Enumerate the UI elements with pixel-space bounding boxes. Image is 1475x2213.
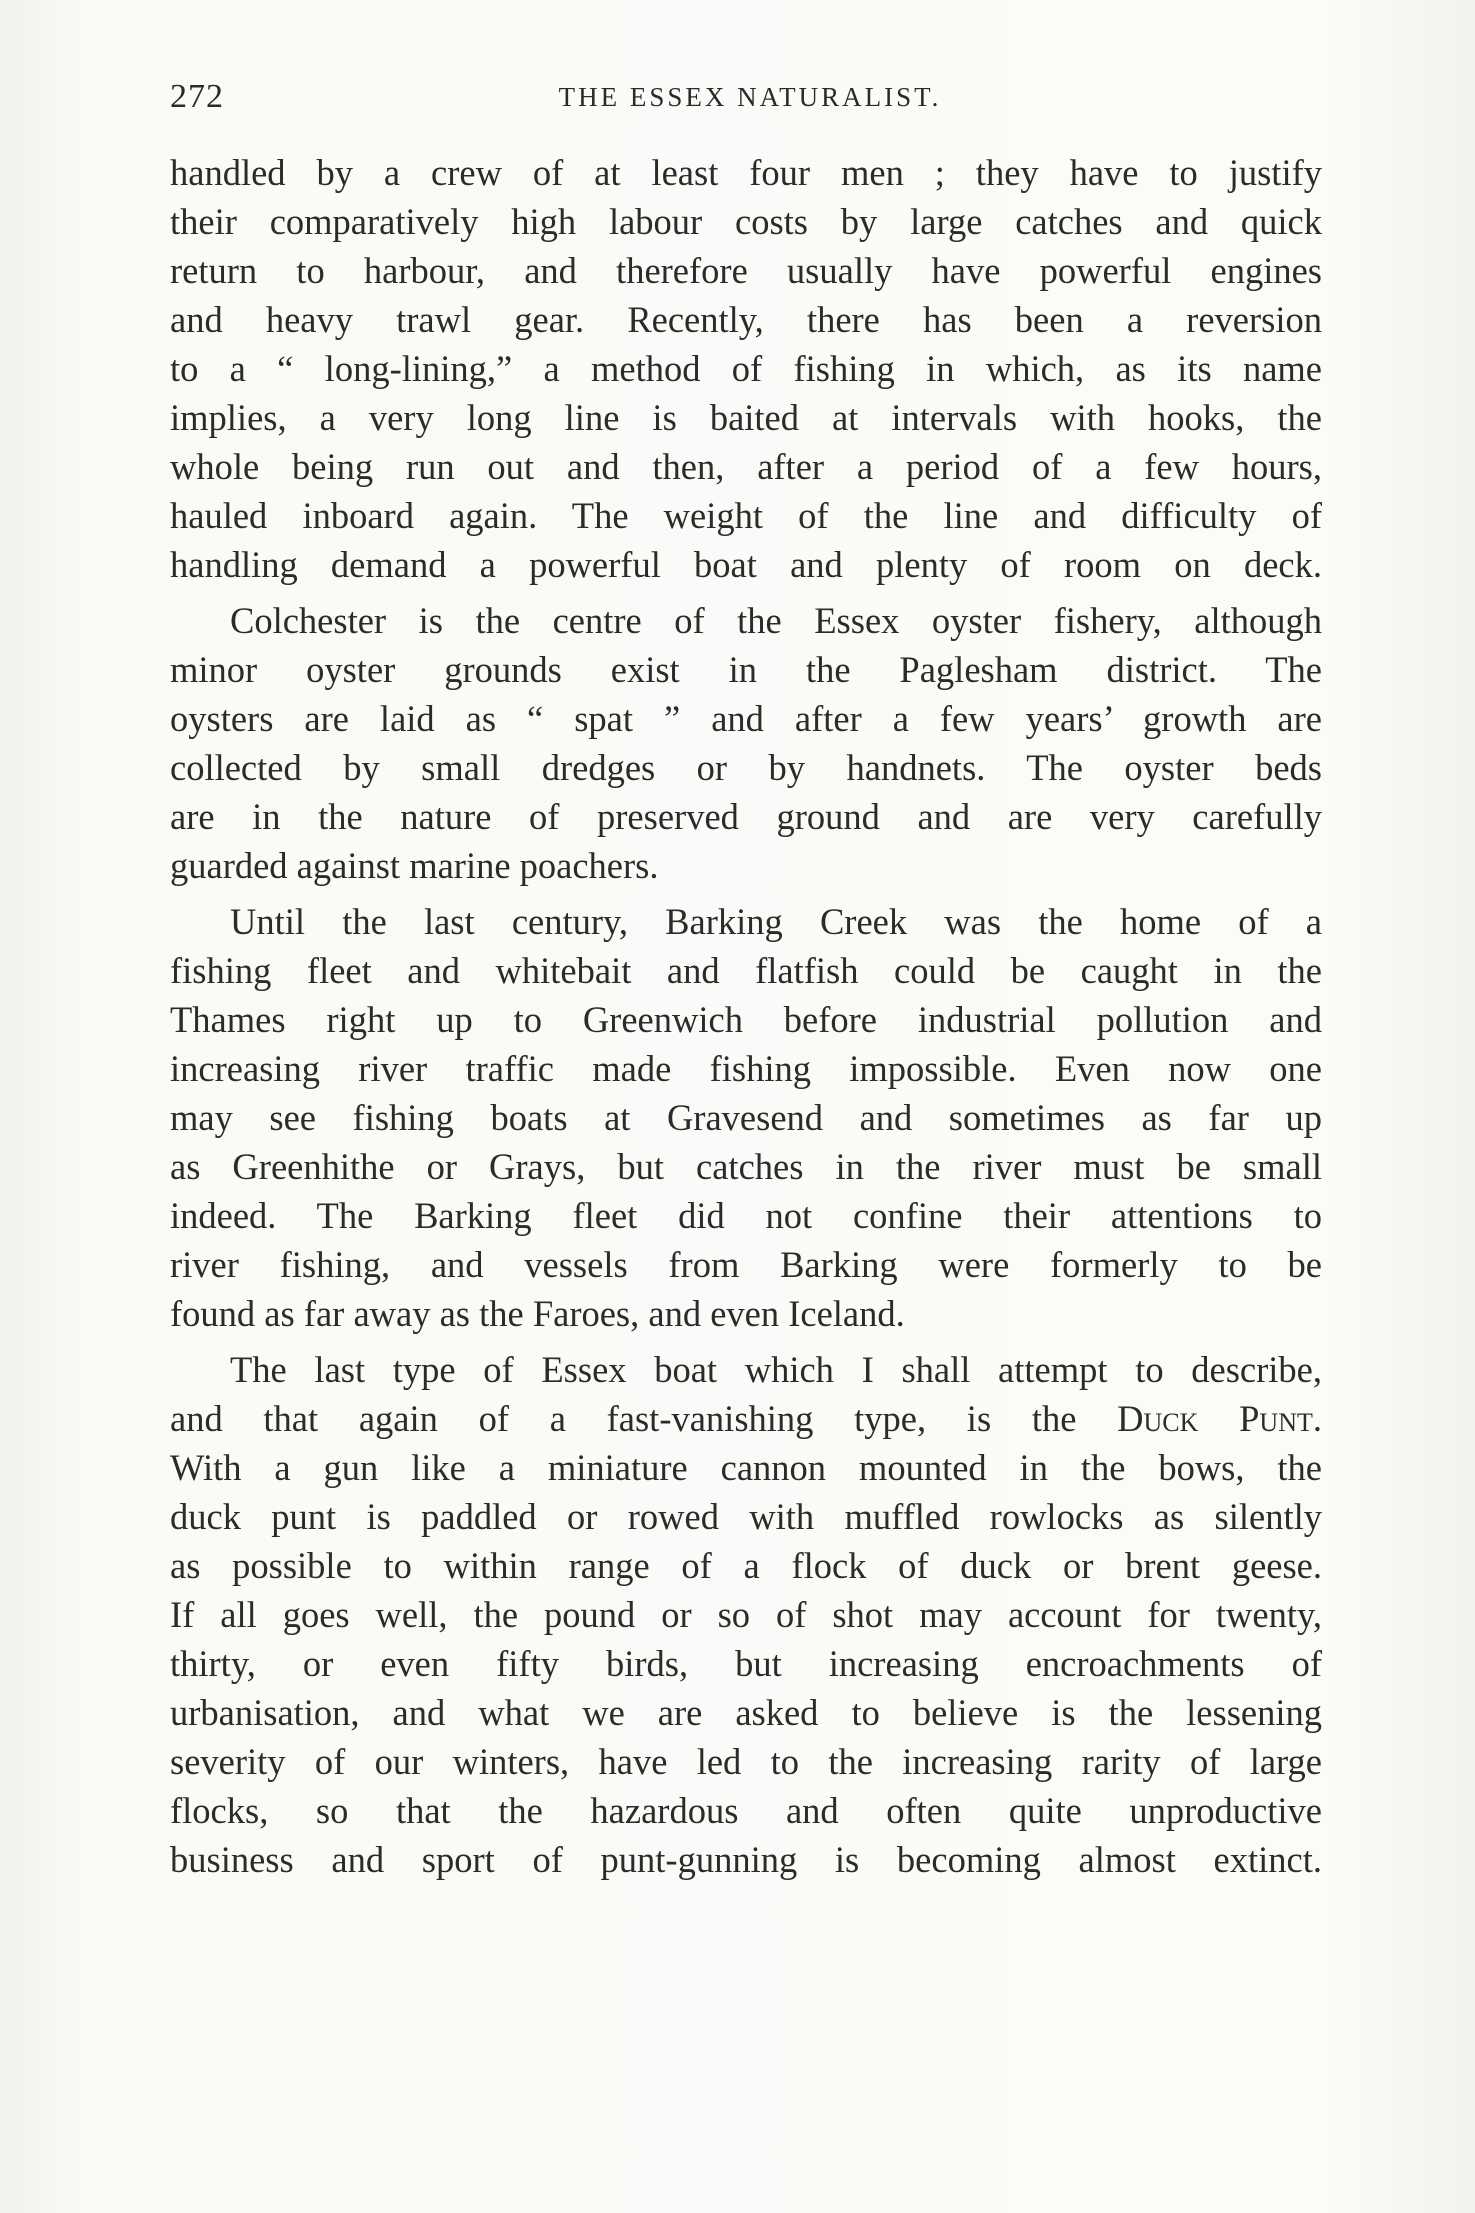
text-line-lead: and that again of a fast-vanishing type, is the — [170, 1398, 1118, 1439]
text-line: guarded against marine poachers. — [170, 845, 659, 886]
text-line: and heavy trawl gear. Recently, there has been a reversion — [170, 299, 1322, 340]
text-line: With a gun like a miniature cannon mounted in the bows, the — [170, 1447, 1322, 1488]
text-line: as possible to within range of a flock of duck or brent geese. — [170, 1545, 1322, 1586]
text-line: collected by small dredges or by handnets. The oyster beds — [170, 747, 1322, 788]
text-line: Colchester is the centre of the Essex oyster fishery, although — [230, 600, 1322, 641]
text-line: increasing river traffic made fishing impossible. Even now one — [170, 1048, 1322, 1089]
text-line: to a “ long-lining,” a method of fishing in which, as its name — [170, 348, 1322, 389]
text-line: fishing fleet and whitebait and flatfish could be caught in the — [170, 950, 1322, 991]
text-line: may see fishing boats at Gravesend and sometimes as far up — [170, 1097, 1322, 1138]
page-number: 272 — [170, 78, 224, 115]
text-line: indeed. The Barking fleet did not confine their attentions to — [170, 1195, 1322, 1236]
text-line: are in the nature of preserved ground and are very carefully — [170, 796, 1322, 837]
text-line: Thames right up to Greenwich before industrial pollution and — [170, 999, 1322, 1040]
text-line: oysters are laid as “ spat ” and after a few years’ growth are — [170, 698, 1322, 739]
paragraph-3 — [170, 897, 1322, 1338]
text-line: Until the last century, Barking Creek was the home of a — [230, 901, 1322, 942]
text-line: as Greenhithe or Grays, but catches in the river must be small — [170, 1146, 1322, 1187]
text-line: severity of our winters, have led to the increasing rarity of large — [170, 1741, 1322, 1782]
text-line: hauled inboard again. The weight of the line and difficulty of — [170, 495, 1322, 536]
body-text — [170, 148, 1322, 1891]
text-line: minor oyster grounds exist in the Paglesham district. The — [170, 649, 1322, 690]
text-line: flocks, so that the hazardous and often quite unproductive — [170, 1790, 1322, 1831]
text-line: implies, a very long line is baited at intervals with hooks, the — [170, 397, 1322, 438]
text-line: urbanisation, and what we are asked to believe is the lessening — [170, 1692, 1322, 1733]
journal-title: THE ESSEX NATURALIST. — [558, 82, 942, 112]
paragraph-1 — [170, 148, 1322, 589]
text-line: If all goes well, the pound or so of shot may account for twenty, — [170, 1594, 1322, 1635]
text-line: business and sport of punt-gunning is becoming almost extinct. — [170, 1839, 1322, 1880]
paragraph-4 — [170, 1345, 1322, 1884]
text-line — [170, 1394, 1322, 1443]
paragraph-2 — [170, 596, 1322, 890]
text-line: The last type of Essex boat which I shall attempt to describe, — [230, 1349, 1322, 1390]
text-line: return to harbour, and therefore usually have powerful engines — [170, 250, 1322, 291]
text-line: whole being run out and then, after a period of a few hours, — [170, 446, 1322, 487]
text-line: found as far away as the Faroes, and even Iceland. — [170, 1293, 905, 1334]
running-head — [170, 78, 1320, 122]
text-line: river fishing, and vessels from Barking were formerly to be — [170, 1244, 1322, 1285]
duck-punt-term: Duck Punt. — [1117, 1398, 1322, 1439]
text-line: handling demand a powerful boat and plenty of room on deck. — [170, 544, 1322, 585]
text-line: handled by a crew of at least four men ; they have to justify — [170, 152, 1322, 193]
text-line: duck punt is paddled or rowed with muffled rowlocks as silently — [170, 1496, 1322, 1537]
text-line: thirty, or even fifty birds, but increasing encroachments of — [170, 1643, 1322, 1684]
text-line: their comparatively high labour costs by large catches and quick — [170, 201, 1322, 242]
